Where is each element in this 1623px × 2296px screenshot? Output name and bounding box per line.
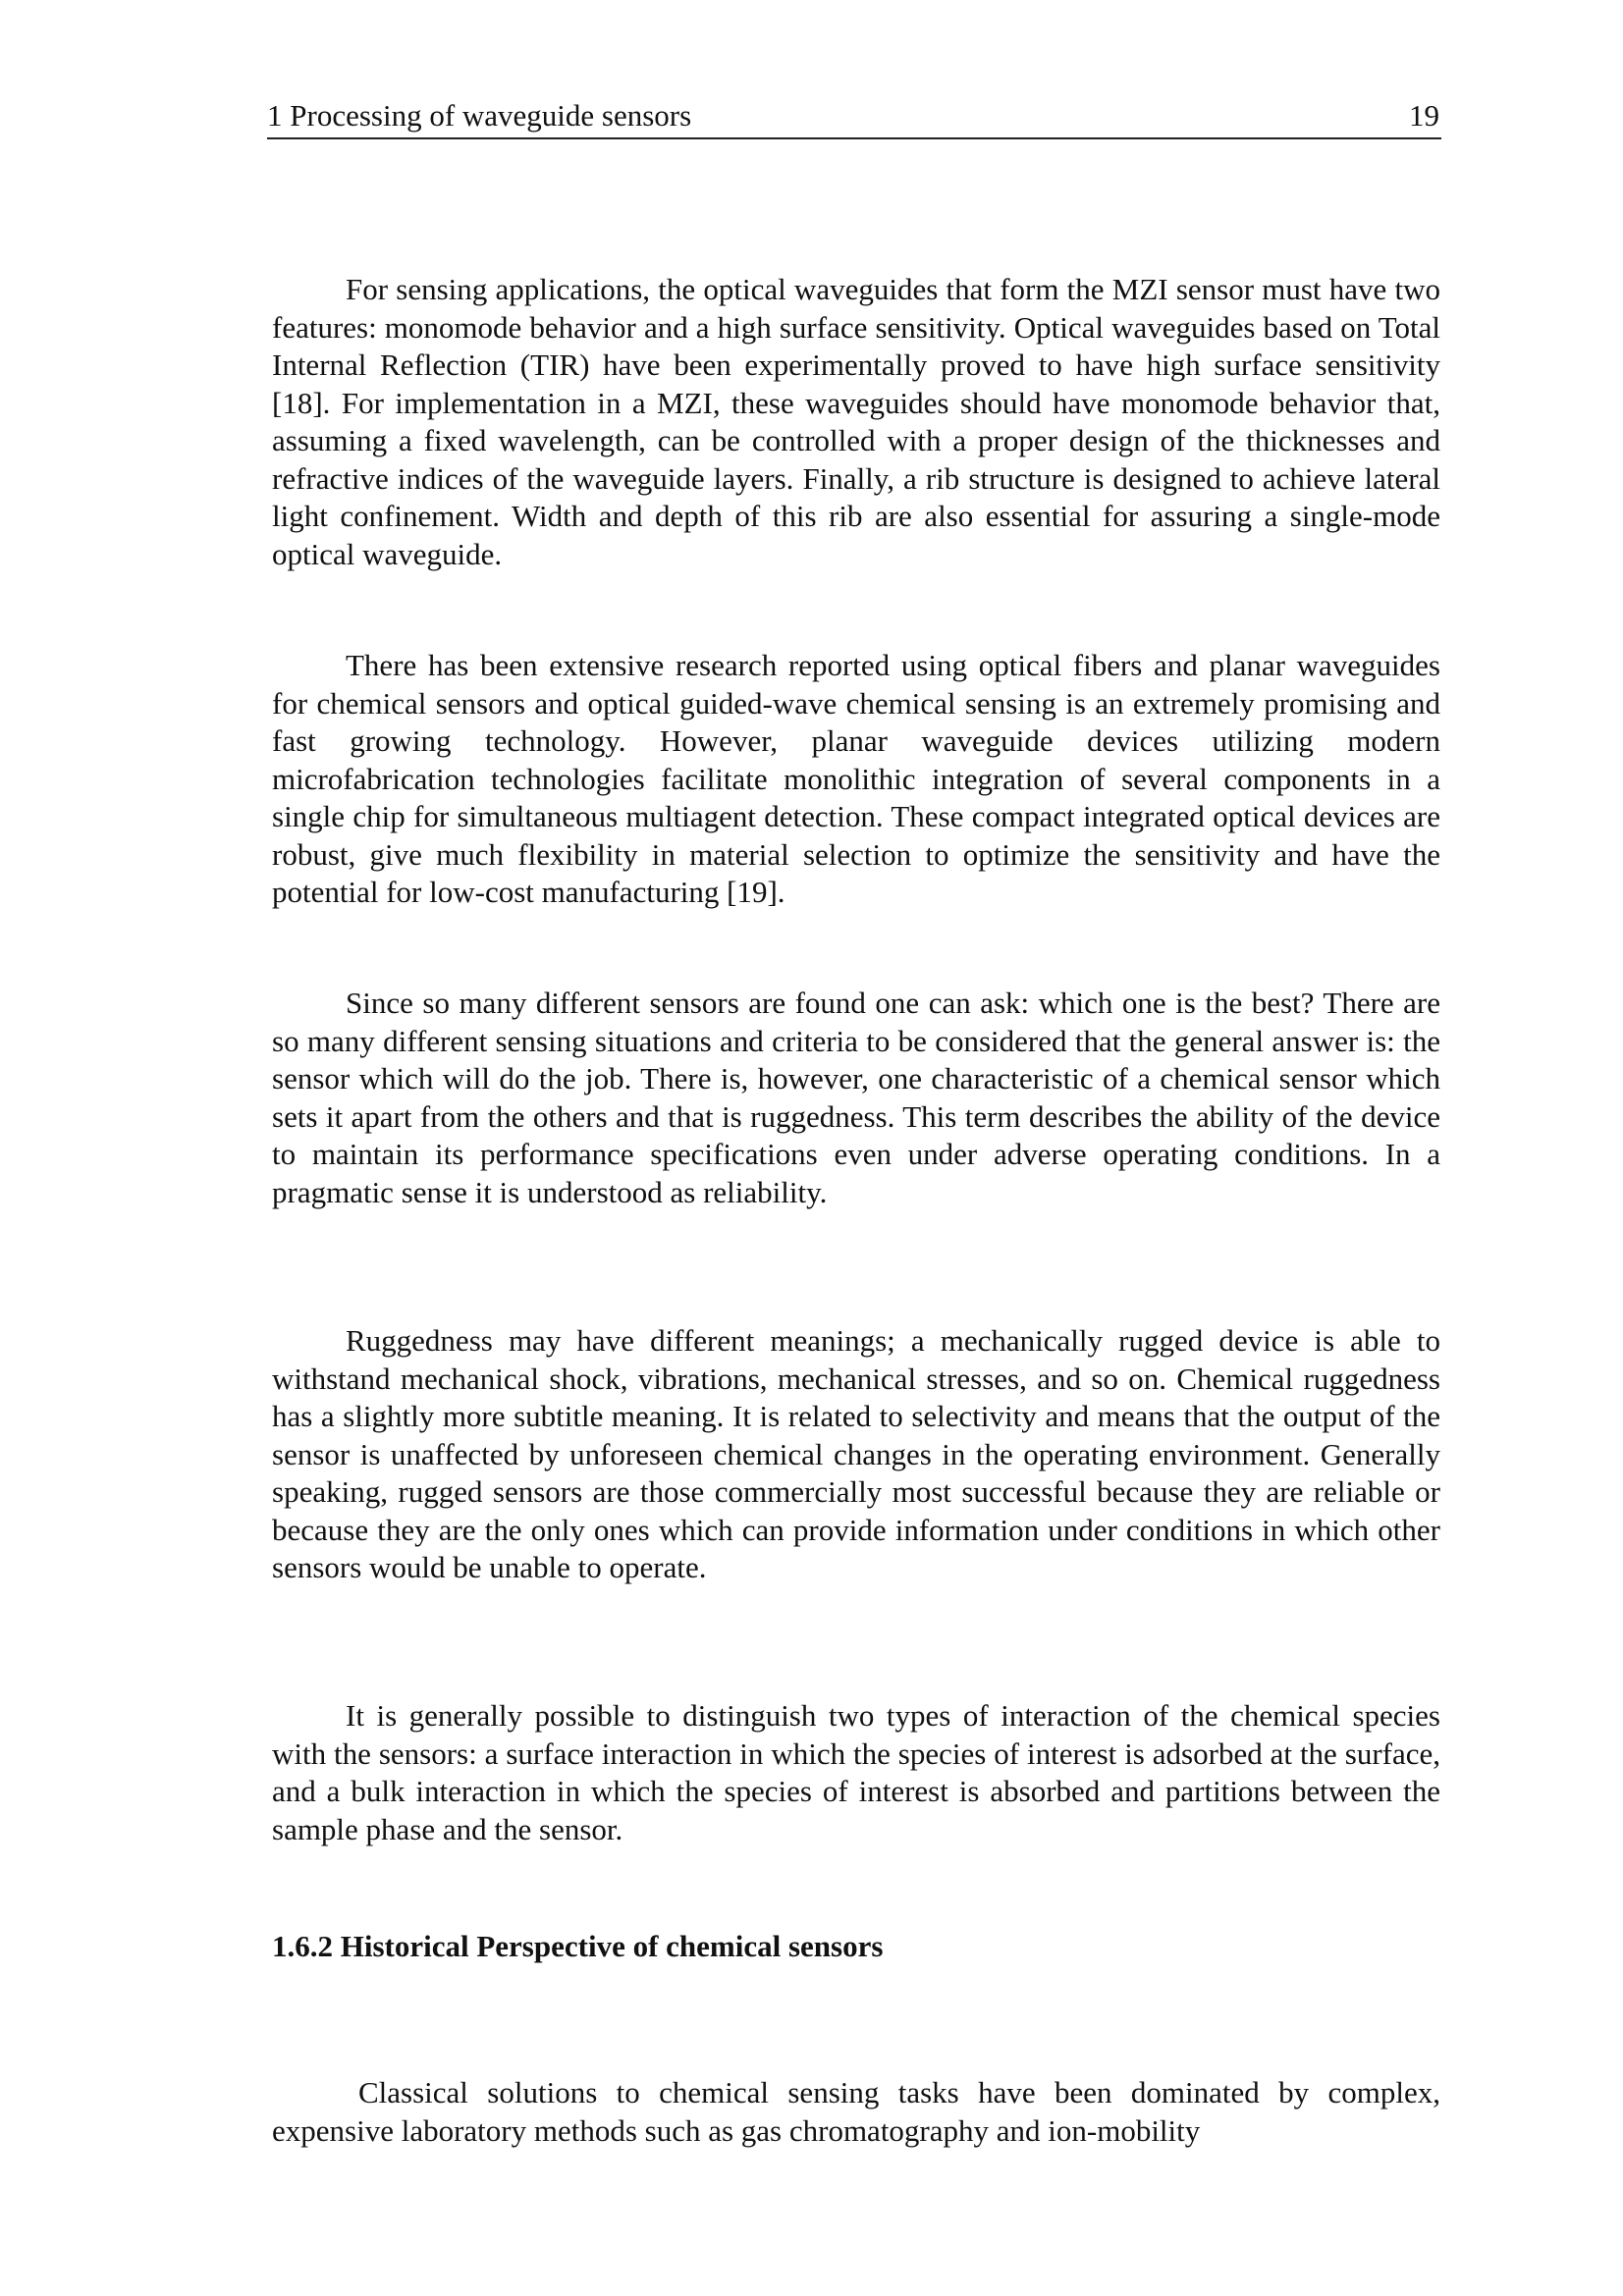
paragraph-best-sensor: Since so many different sensors are found one can ask: which one is the best? There are so many different sensing situations and criteria to be considered that the general answer is: the sensor which will do the job. There is, however, one characteristic of a chemical sensor which sets it apart from the others and that is ruggedness. This term describes the ability of the device to maintain its performance specifications even under adverse operating conditions. In a pragmatic sense it is understood as reliability. <box>272 986 1440 1209</box>
section-heading: 1.6.2 Historical Perspective of chemical sensors <box>272 1929 884 1963</box>
paragraph-interaction-types: It is generally possible to distinguish two types of interaction of the chemical species with the sensors: a surface interaction in which the species of interest is adsorbed at the surface, and a bulk interaction in which the species of interest is absorbed and partitions between the sample phase and the sensor. <box>272 1698 1440 1846</box>
paragraph-classical-solutions: Classical solutions to chemical sensing tasks have been dominated by complex, expensive laboratory methods such as gas chromatography and ion-mobility <box>272 2075 1440 2148</box>
page-number: 19 <box>1409 98 1439 133</box>
paragraph-research-planar-waveguides: There has been extensive research reported using optical fibers and planar waveguides for chemical sensors and optical guided-wave chemical sensing is an extremely promising and fast growing technology. However, planar waveguide devices utilizing modern microfabrication technologies facilitate monolithic integration of several components in a single chip for simultaneous multiagent detection. These compact integrated optical devices are robust, give much flexibility in material selection to optimize the sensitivity and have the potential for low-cost manufacturing [19]. <box>272 648 1440 909</box>
paragraph-ruggedness: Ruggedness may have different meanings; a mechanically rugged device is able to withstand mechanical shock, vibrations, mechanical stresses, and so on. Chemical ruggedness has a slightly more subtitle meaning. It is related to selectivity and means that the output of the sensor is unaffected by unforeseen chemical changes in the operating environment. Generally speaking, rugged sensors are those commercially most successful because they are reliable or because they are the only ones which can provide information under conditions in which other sensors would be unable to operate. <box>272 1323 1440 1584</box>
chapter-title: 1 Processing of waveguide sensors <box>267 98 692 133</box>
running-header <box>267 94 1441 139</box>
paragraph-mzi-waveguides: For sensing applications, the optical waveguides that form the MZI sensor must have two features: monomode behavior and a high surface sensitivity. Optical waveguides based on Total Internal Reflection (TIR) have been experimentally proved to have high surface sensitivity [18]. For implementation in a MZI, these waveguides should have monomode behavior that, assuming a fixed wavelength, can be controlled with a proper design of the thicknesses and refractive indices of the waveguide layers. Finally, a rib structure is designed to achieve lateral light confinement. Width and depth of this rib are also essential for assuring a single-mode optical waveguide. <box>272 272 1440 571</box>
